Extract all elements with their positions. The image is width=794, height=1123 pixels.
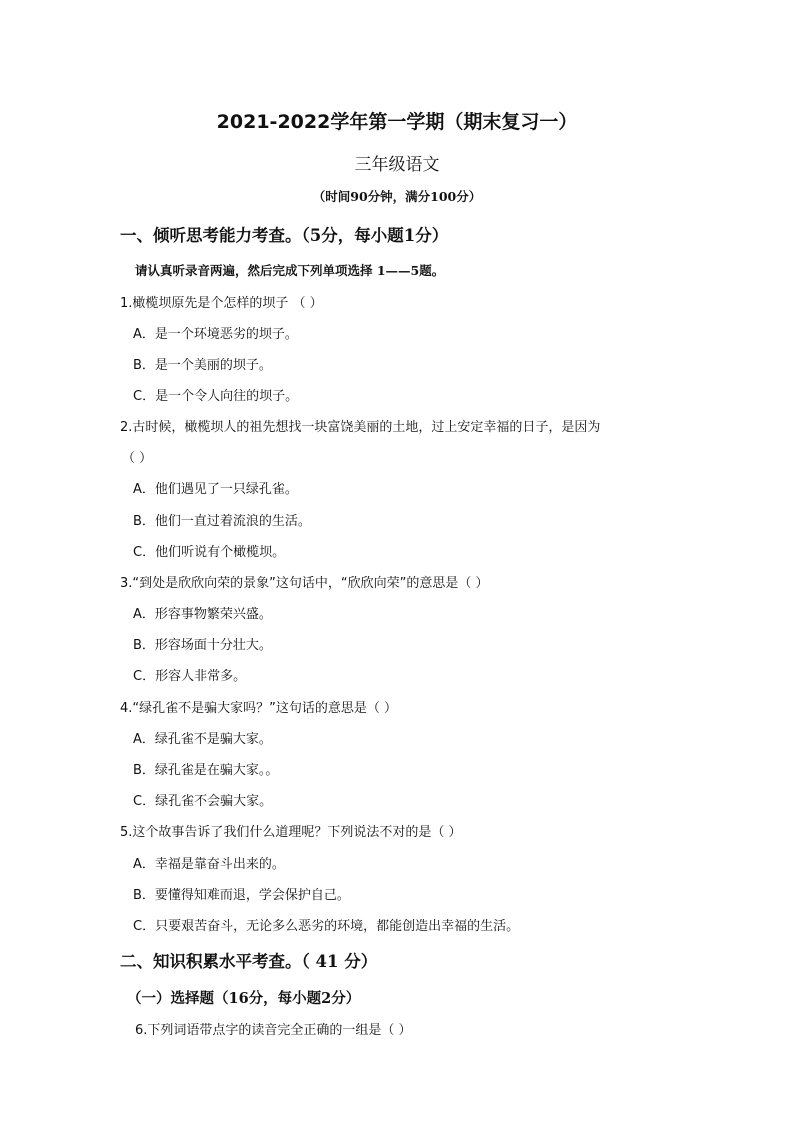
section-1-instruction: 请认真听录音两遍，然后完成下列单项选择 1——5题。 xyxy=(135,263,445,278)
question-3-option-a: A．形容事物繁荣兴盛。 xyxy=(133,607,272,622)
question-5: 5.这个故事告诉了我们什么道理呢？下列说法不对的是（ ） xyxy=(120,825,462,840)
question-4-option-b: B．绿孔雀是在骗大家。。 xyxy=(133,763,279,778)
question-1: 1.橄榄坝原先是个怎样的坝子 （ ） xyxy=(120,296,323,311)
question-1-option-b: B．是一个美丽的坝子。 xyxy=(133,358,272,373)
exam-time-note: （时间90分钟，满分100分） xyxy=(312,189,482,204)
question-2-option-c: C．他们听说有个橄榄坝。 xyxy=(133,545,286,560)
section-2-subheading: （一）选择题（16分，每小题2分） xyxy=(127,990,361,1007)
question-2: 2.古时候，橄榄坝人的祖先想找一块富饶美丽的土地，过上安定幸福的日子，是因为 xyxy=(120,420,601,435)
question-2-option-b: B．他们一直过着流浪的生活。 xyxy=(133,514,311,529)
question-6: 6.下列词语带点字的读音完全正确的一组是（ ） xyxy=(135,1023,412,1038)
question-4: 4.“绿孔雀不是骗大家吗？”这句话的意思是（ ） xyxy=(120,701,398,716)
question-4-option-c: C．绿孔雀不会骗大家。 xyxy=(133,794,273,809)
section-1-heading: 一、倾听思考能力考查。（5分，每小题1分） xyxy=(120,226,449,245)
page-subtitle: 三年级语文 xyxy=(354,155,440,175)
question-5-option-a: A．幸福是靠奋斗出来的。 xyxy=(133,857,285,872)
question-5-option-c: C．只要艰苦奋斗，无论多么恶劣的环境，都能创造出幸福的生活。 xyxy=(133,919,520,934)
question-2-blank: （ ） xyxy=(122,451,153,466)
section-2-heading: 二、知识积累水平考查。（ 41 分） xyxy=(120,952,378,971)
question-4-option-a: A．绿孔雀不是骗大家。 xyxy=(133,732,272,747)
question-3-option-c: C．形容人非常多。 xyxy=(133,669,247,684)
question-2-option-a: A．他们遇见了一只绿孔雀。 xyxy=(133,482,298,497)
question-1-option-a: A．是一个环境恶劣的坝子。 xyxy=(133,327,298,342)
question-1-option-c: C．是一个令人向往的坝子。 xyxy=(133,389,299,404)
question-3: 3.“到处是欣欣向荣的景象”这句话中，“欣欣向荣”的意思是（ ） xyxy=(120,576,489,591)
page-title: 2021-2022学年第一学期（期末复习一） xyxy=(216,111,578,133)
question-5-option-b: B．要懂得知难而退，学会保护自己。 xyxy=(133,888,350,903)
question-3-option-b: B．形容场面十分壮大。 xyxy=(133,638,272,653)
